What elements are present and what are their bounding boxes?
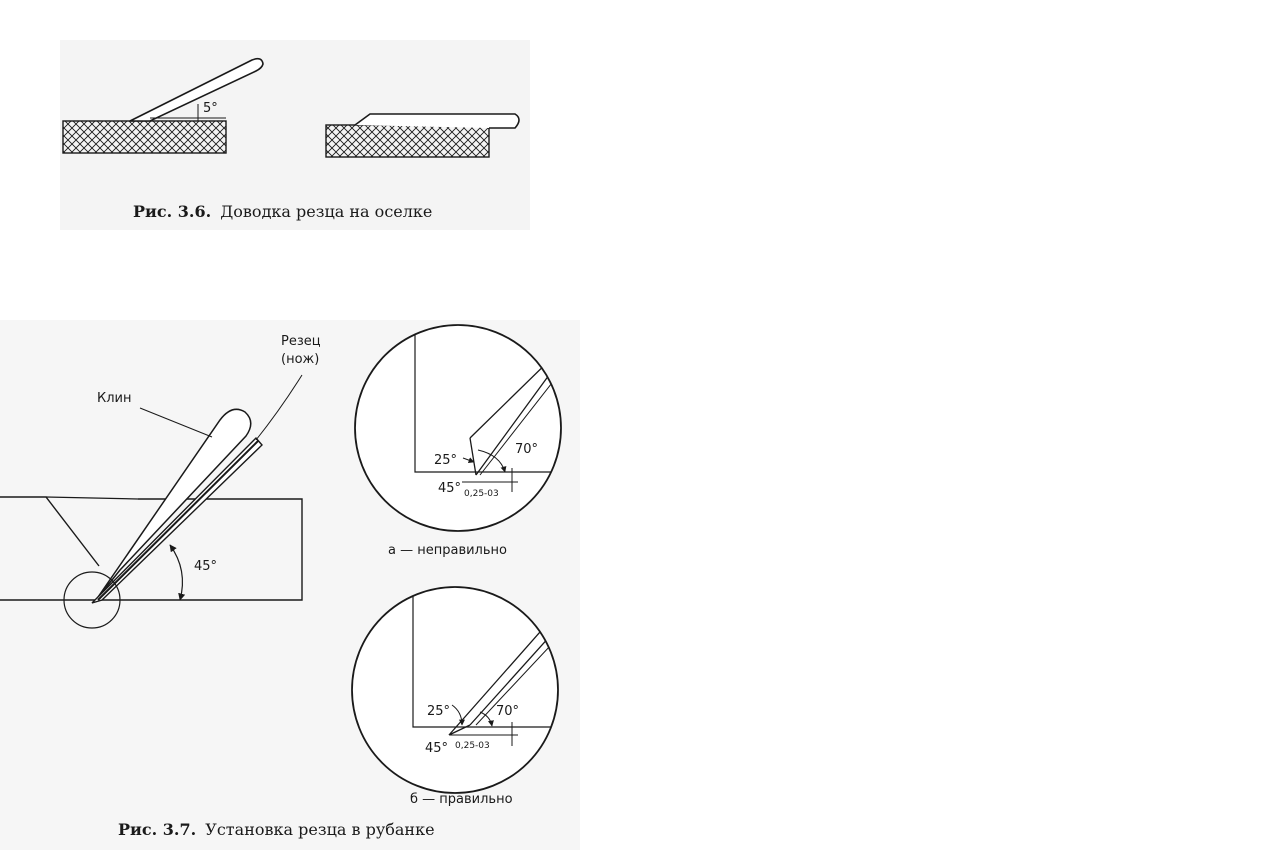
label-blade-line1: Резец bbox=[281, 334, 321, 349]
angle-45-label: 45° bbox=[194, 559, 218, 574]
detail-a-caption: а — неправильно bbox=[388, 543, 507, 558]
detail-b-gap: 0,25-03 bbox=[455, 741, 490, 751]
detail-a-gap: 0,25-03 bbox=[464, 489, 499, 499]
figure-3-7-number: Рис. 3.7. bbox=[118, 820, 197, 839]
detail-b-angle-bottom: 45° bbox=[425, 741, 449, 756]
detail-b-circle bbox=[352, 587, 558, 793]
figure-3-6-caption: Доводка резца на оселке bbox=[220, 202, 433, 221]
label-blade-line2: (нож) bbox=[281, 352, 320, 367]
detail-b-caption: б — правильно bbox=[410, 792, 513, 807]
detail-b-angle-top: 25° bbox=[427, 704, 451, 719]
whetstone-left bbox=[63, 121, 226, 153]
label-wedge: Клин bbox=[97, 391, 132, 406]
angle-5-label: 5° bbox=[203, 101, 218, 116]
whetstone-right bbox=[326, 125, 489, 157]
detail-b-angle-right: 70° bbox=[496, 704, 520, 719]
detail-a-angle-top: 25° bbox=[434, 453, 458, 468]
svg-text:Рис. 3.7. Установка резца bbox=[118, 820, 435, 839]
detail-a-angle-bottom: 45° bbox=[438, 481, 462, 496]
figure-3-6-number: Рис. 3.6. bbox=[133, 202, 212, 221]
svg-text:Рис. 3.6. Доводка резца bbox=[133, 202, 432, 221]
detail-a-angle-right: 70° bbox=[515, 442, 539, 457]
detail-a-circle bbox=[355, 325, 561, 531]
figure-3-7-caption: Установка резца в рубанке bbox=[205, 820, 435, 839]
